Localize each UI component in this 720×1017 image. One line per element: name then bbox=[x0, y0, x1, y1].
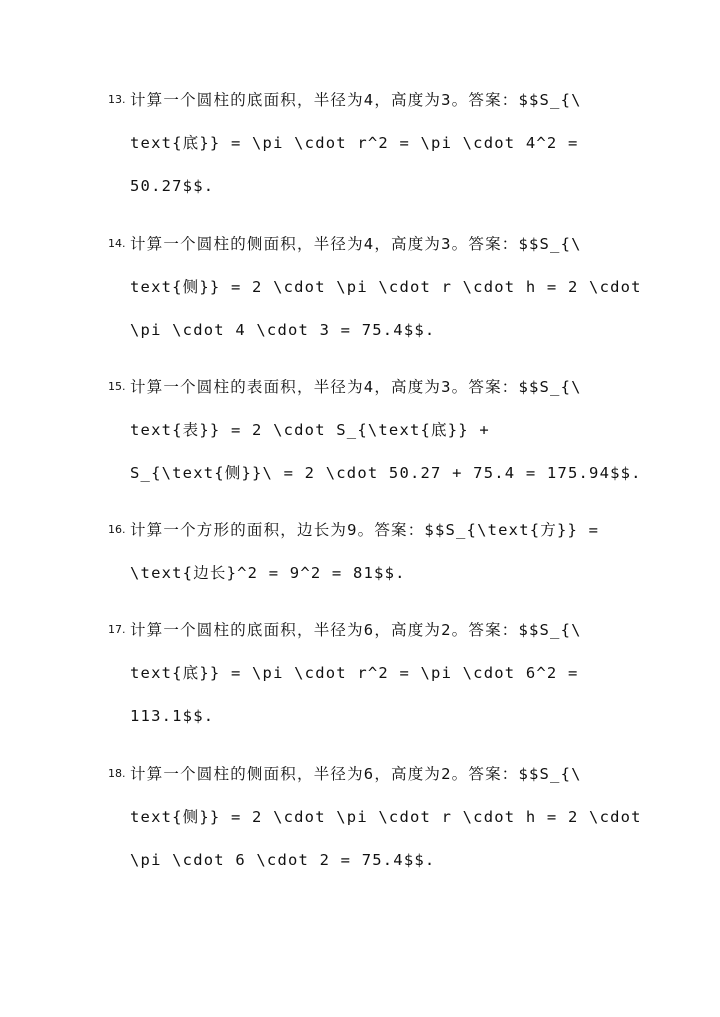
problem-line: text{底}} = \pi \cdot r^2 = \pi \cdot 6^2 = bbox=[130, 664, 579, 682]
problem-line: 计算一个圆柱的底面积，半径为6，高度为2。答案：$$S_{\ bbox=[130, 621, 582, 639]
problem-line: 计算一个方形的面积，边长为9。答案：$$S_{\text{方}} = bbox=[130, 521, 600, 539]
problem-number: 13. bbox=[108, 93, 126, 106]
problem-number: 17. bbox=[108, 623, 126, 636]
problem-number: 16. bbox=[108, 523, 126, 536]
problem-line: text{底}} = \pi \cdot r^2 = \pi \cdot 4^2 = bbox=[130, 134, 579, 152]
problem-line: text{侧}} = 2 \cdot \pi \cdot r \cdot h = 2 \cdot bbox=[130, 808, 642, 826]
problem-line: 113.1$$. bbox=[130, 707, 215, 725]
problem-number: 14. bbox=[108, 237, 126, 250]
problem-line: text{侧}} = 2 \cdot \pi \cdot r \cdot h = 2 \cdot bbox=[130, 278, 642, 296]
problem-line: 计算一个圆柱的表面积，半径为4，高度为3。答案：$$S_{\ bbox=[130, 378, 582, 396]
problem-line: 计算一个圆柱的侧面积，半径为4，高度为3。答案：$$S_{\ bbox=[130, 235, 582, 253]
problem-number: 18. bbox=[108, 767, 126, 780]
problem-line: 计算一个圆柱的侧面积，半径为6，高度为2。答案：$$S_{\ bbox=[130, 765, 582, 783]
problem-number: 15. bbox=[108, 380, 126, 393]
problem-line: \pi \cdot 6 \cdot 2 = 75.4$$. bbox=[130, 851, 436, 869]
problem-line: text{表}} = 2 \cdot S_{\text{底}} + bbox=[130, 421, 490, 439]
problem-line: S_{\text{侧}}\ = 2 \cdot 50.27 + 75.4 = 175.94$$. bbox=[130, 464, 642, 482]
problem-line: 计算一个圆柱的底面积，半径为4，高度为3。答案：$$S_{\ bbox=[130, 91, 582, 109]
problem-line: \pi \cdot 4 \cdot 3 = 75.4$$. bbox=[130, 321, 436, 339]
problem-line: 50.27$$. bbox=[130, 177, 215, 195]
problem-line: \text{边长}^2 = 9^2 = 81$$. bbox=[130, 564, 406, 582]
